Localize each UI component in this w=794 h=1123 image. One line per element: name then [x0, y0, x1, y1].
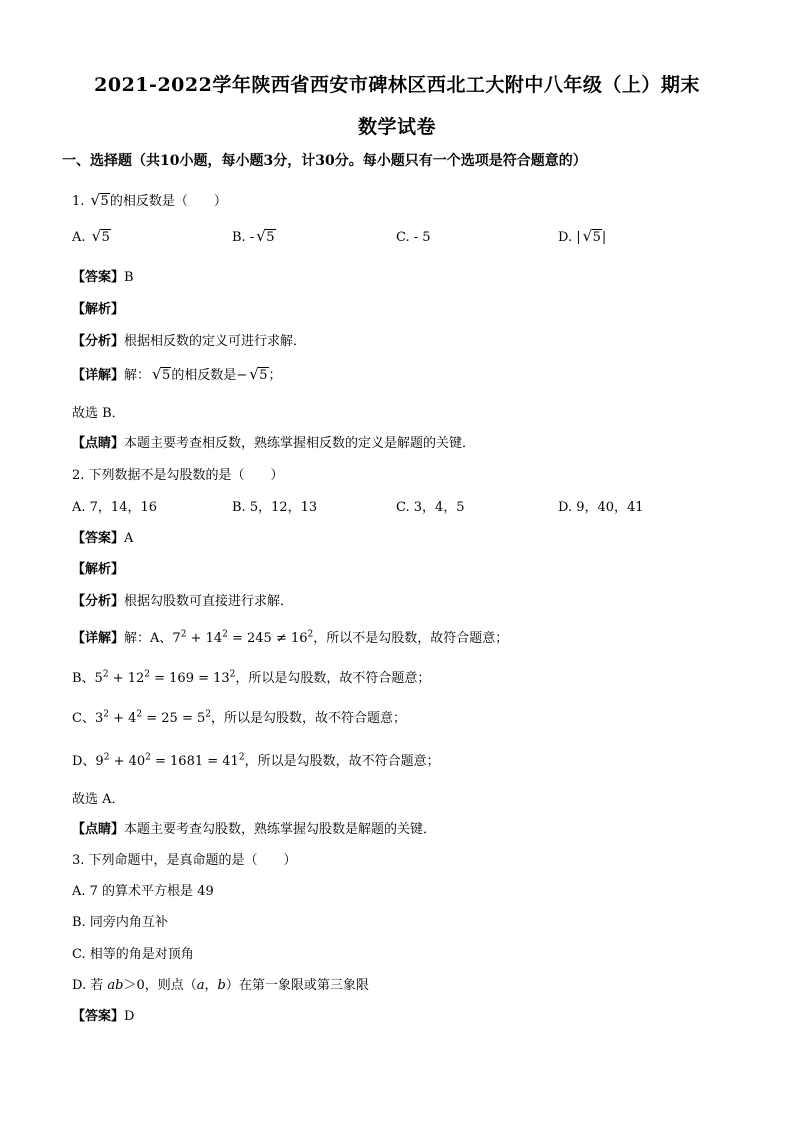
q2-option-d: D. 9，40，41: [558, 500, 644, 515]
q3-answer: 【答案】D: [72, 1009, 135, 1024]
q1-option-a: A. √ 5: [72, 227, 110, 245]
q2-detail-c: C、$3^2 + 4^2 = 25 = 5^2$，所以是勾股数，故不符合题意；: [72, 709, 407, 726]
q2-stem: 2. 下列数据不是勾股数的是（ ）: [72, 468, 284, 483]
q2-analysis-label: 【解析】: [72, 562, 125, 577]
q1-conclusion: 故选 B．: [72, 406, 125, 421]
q1-stem: [72, 190, 227, 209]
q2-option-a: A. 7，14，16: [72, 500, 158, 515]
q1-option-b: B. - √ 5: [232, 227, 275, 245]
q1-fenxi: 【分析】根据相反数的定义可进行求解．: [72, 334, 307, 349]
q2-conclusion: 故选 A．: [72, 792, 125, 807]
q2-detail-d: D、$9^2 + 40^2 = 1681 = 41^2$，所以是勾股数，故不符合题意；: [72, 752, 440, 769]
q2-detail-b: B、$5^2 + 12^2 = 169 = 13^2$，所以是勾股数，故不符合题意；: [72, 669, 431, 686]
sqrt-symbol: √ 5: [90, 191, 109, 209]
q3-stem: 3. 下列命题中，是真命题的是（ ）: [72, 853, 297, 868]
q1-detail: 【详解】解： √ 5的相反数是− √ 5；: [72, 365, 282, 383]
q2-option-c: C. 3，4，5: [396, 500, 465, 515]
q1-comment: 【点睛】本题主要考查相反数，熟练掌握相反数的定义是解题的关键．: [72, 436, 476, 451]
document-subtitle: 数学试卷: [357, 116, 436, 138]
q2-option-b: B. 5，12，13: [232, 500, 318, 515]
q2-answer: 【答案】A: [72, 531, 134, 546]
q3-option-d: D. 若 ab＞0，则点（a，b）在第一象限或第三象限: [72, 978, 369, 993]
q1-analysis-label: 【解析】: [72, 302, 125, 317]
document-title: 2021-2022学年陕西省西安市碑林区西北工大附中八年级（上）期末: [94, 74, 700, 96]
q3-option-c: C. 相等的角是对顶角: [72, 947, 194, 962]
q2-fenxi: 【分析】根据勾股数可直接进行求解．: [72, 594, 294, 609]
q2-comment: 【点睛】本题主要考查勾股数，熟练掌握勾股数是解题的关键．: [72, 822, 437, 837]
q3-option-a: A. 7 的算术平方根是 49: [72, 884, 214, 899]
q3-option-b: B. 同旁内角互补: [72, 915, 168, 930]
q1-stem-text: 的相反数是（ ）: [109, 194, 227, 209]
q1-option-c: C. - 5: [396, 230, 431, 245]
q1-number: 1.: [72, 194, 85, 209]
q1-option-d: D. | √ 5|: [558, 227, 607, 245]
section-heading: 一、选择题（共10小题，每小题3分，计30分。每小题只有一个选项是符合题意的）: [62, 153, 587, 169]
q1-answer: 【答案】B: [72, 270, 134, 285]
q2-detail-a: 【详解】解：A、$7^2 + 14^2 = 245 \ne 16^2$，所以不是勾股数，故符合题意；: [72, 629, 509, 646]
